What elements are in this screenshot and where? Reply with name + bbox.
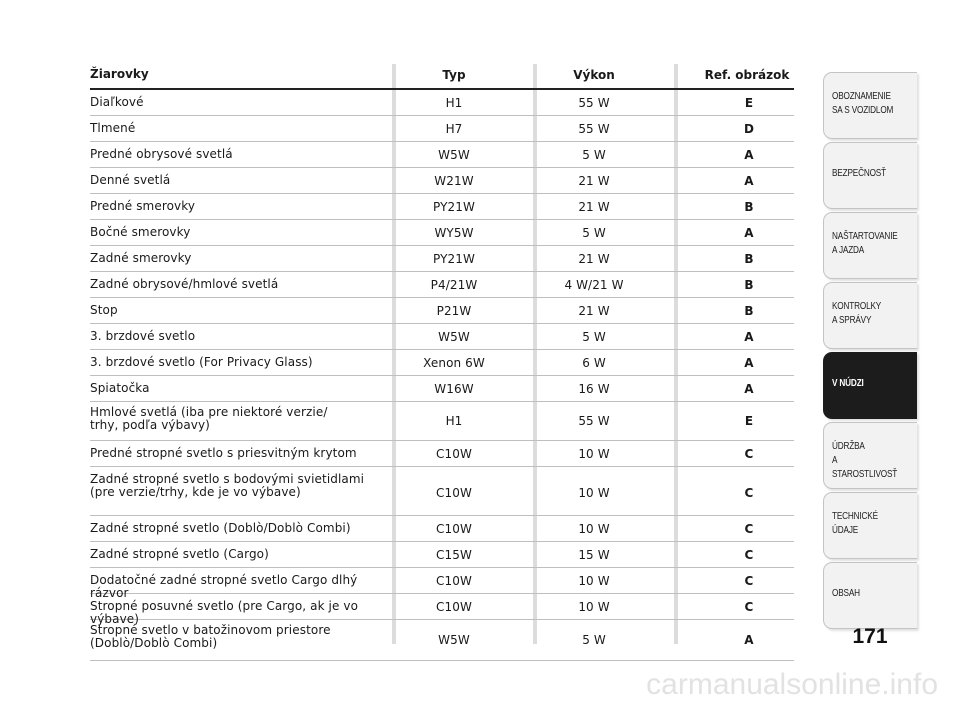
bulb-name: Predné stropné svetlo s priesvitným krytom: [90, 446, 357, 460]
bulb-name: Zadné smerovky: [90, 251, 192, 265]
bulb-ref: B: [744, 252, 754, 266]
tab-label: OBOZNAMENIE SA S VOZIDLOM: [832, 91, 894, 116]
bulb-type: P21W: [436, 304, 472, 318]
bulb-ref: B: [744, 278, 754, 292]
tab-chapter-4[interactable]: [823, 282, 917, 349]
bulb-type: C10W: [436, 522, 472, 536]
table-row: [90, 350, 794, 376]
bulb-ref: A: [744, 356, 754, 370]
bulb-ref: B: [744, 304, 754, 318]
bulb-power: 5 W: [582, 148, 606, 162]
bulb-type: W21W: [434, 174, 474, 188]
bulb-power: 5 W: [582, 633, 606, 647]
bulb-ref: A: [744, 226, 754, 240]
watermark: carmanualsonline.info: [646, 668, 938, 701]
table-row: [90, 246, 794, 272]
bulb-name: Predné smerovky: [90, 199, 196, 213]
bulb-power: 15 W: [578, 548, 610, 562]
bulb-type: C10W: [436, 574, 472, 588]
bulb-name: Zadné obrysové/hmlové svetlá: [90, 277, 279, 291]
bulb-ref: B: [744, 200, 754, 214]
bulb-power: 55 W: [578, 122, 610, 136]
table-row: [90, 142, 794, 168]
header-power: Výkon: [573, 68, 615, 82]
table-row: [90, 620, 794, 661]
bulb-name: Zadné stropné svetlo (Doblò/Doblò Combi): [90, 521, 351, 535]
bulb-power: 21 W: [578, 252, 610, 266]
bulb-ref: C: [744, 522, 754, 536]
header-bulbs: Žiarovky: [90, 67, 149, 81]
bulb-ref: A: [744, 633, 754, 647]
bulb-ref: E: [744, 414, 754, 428]
bulb-power: 6 W: [582, 356, 606, 370]
bulb-power: 16 W: [578, 382, 610, 396]
tab-label: BEZPEČNOSŤ: [832, 168, 886, 179]
bulb-name: Hmlové svetlá (iba pre niektoré verzie/ trhy, podľa výbavy): [90, 405, 328, 432]
tab-label: KONTROLKY A SPRÁVY: [832, 301, 882, 326]
bulb-name: Predné obrysové svetlá: [90, 147, 233, 161]
bulb-name: Stop: [90, 303, 118, 317]
bulb-ref: A: [744, 174, 754, 188]
bulb-ref: A: [744, 382, 754, 396]
bulb-power: 10 W: [578, 447, 610, 461]
bulb-ref: D: [743, 122, 755, 136]
bulb-name: Zadné stropné svetlo (Cargo): [90, 547, 269, 561]
table-row: [90, 568, 794, 600]
tab-label: V NÚDZI: [832, 378, 864, 389]
bulb-name: Stropné posuvné svetlo (pre Cargo, ak je vo výbave): [90, 599, 359, 626]
tab-chapter-3[interactable]: [823, 212, 917, 279]
bulb-type: PY21W: [433, 252, 475, 266]
bulb-type: W5W: [438, 633, 470, 647]
bulb-power: 5 W: [582, 226, 606, 240]
bulb-type: C10W: [436, 600, 472, 614]
bulb-name: 3. brzdové svetlo: [90, 329, 196, 343]
tab-chapter-7[interactable]: [823, 492, 917, 559]
bulb-power: 55 W: [578, 96, 610, 110]
bulb-type: WY5W: [434, 226, 474, 240]
table-row: [90, 324, 794, 350]
bulb-ref: C: [744, 486, 754, 500]
tab-label: OBSAH: [832, 588, 860, 599]
tab-label: NAŠTARTOVANIE A JAZDA: [832, 231, 898, 256]
bulb-power: 10 W: [578, 574, 610, 588]
bulb-name: Stropné svetlo v batožinovom priestore (Doblò/Doblò Combi): [90, 623, 331, 650]
bulb-power: 4 W/21 W: [564, 278, 624, 292]
bulb-power: 10 W: [578, 486, 610, 500]
bulb-ref: A: [744, 330, 754, 344]
bulb-ref: C: [744, 600, 754, 614]
bulb-type: W16W: [434, 382, 474, 396]
table-row: [90, 272, 794, 298]
table-row: [90, 116, 794, 142]
tab-chapter-6[interactable]: [823, 422, 917, 489]
bulb-power: 21 W: [578, 200, 610, 214]
bulb-name: Bočné smerovky: [90, 225, 191, 239]
bulb-type: W5W: [438, 148, 470, 162]
bulb-name: Tlmené: [90, 121, 136, 135]
bulb-name: 3. brzdové svetlo (For Privacy Glass): [90, 355, 313, 369]
table-row: [90, 90, 794, 116]
header-type: Typ: [442, 68, 466, 82]
table-row: [90, 220, 794, 246]
bulb-type: H1: [445, 414, 463, 428]
table-row: [90, 168, 794, 194]
bulb-table: [90, 64, 794, 661]
tab-chapter-8[interactable]: [823, 562, 917, 629]
bulb-type: Xenon 6W: [423, 356, 485, 370]
table-row: [90, 298, 794, 324]
bulb-type: PY21W: [433, 200, 475, 214]
bulb-type: H7: [445, 122, 463, 136]
bulb-type: C10W: [436, 486, 472, 500]
header-ref: Ref. obrázok: [704, 68, 790, 82]
bulb-power: 55 W: [578, 414, 610, 428]
tab-label: TECHNICKÉ ÚDAJE: [832, 511, 878, 536]
table-row: [90, 542, 794, 568]
table-body: [90, 90, 794, 661]
bulb-type: C15W: [436, 548, 472, 562]
bulb-name: Spiatočka: [90, 381, 150, 395]
bulb-name: Dodatočné zadné stropné svetlo Cargo dlhý rázvor: [90, 573, 358, 600]
bulb-power: 10 W: [578, 600, 610, 614]
bulb-ref: C: [744, 447, 754, 461]
bulb-name: Zadné stropné svetlo s bodovými svietidlami (pre verzie/trhy, kde je vo výbave): [90, 472, 365, 499]
bulb-ref: C: [744, 574, 754, 588]
tab-chapter-2[interactable]: [823, 142, 917, 209]
bulb-ref: C: [744, 548, 754, 562]
page-number: 171: [852, 625, 888, 648]
bulb-power: 21 W: [578, 174, 610, 188]
bulb-power: 5 W: [582, 330, 606, 344]
bulb-ref: E: [744, 96, 754, 110]
bulb-name: Denné svetlá: [90, 173, 171, 187]
bulb-type: P4/21W: [430, 278, 478, 292]
table-row: [90, 594, 794, 626]
bulb-ref: A: [744, 148, 754, 162]
tab-chapter-1[interactable]: [823, 72, 917, 139]
table-row: [90, 441, 794, 467]
bulb-type: C10W: [436, 447, 472, 461]
chapter-tabs: [823, 72, 917, 632]
table-row: [90, 516, 794, 542]
table-row: [90, 194, 794, 220]
tab-chapter-5[interactable]: [823, 352, 917, 419]
tab-label: ÚDRŽBA A STAROSTLIVOSŤ: [832, 441, 898, 480]
table-header: [90, 64, 794, 90]
table-row: [90, 467, 794, 516]
table-row: [90, 402, 794, 441]
bulb-type: W5W: [438, 330, 470, 344]
bulb-type: H1: [445, 96, 463, 110]
table-row: [90, 376, 794, 402]
bulb-name: Diaľkové: [90, 95, 144, 109]
bulb-power: 21 W: [578, 304, 610, 318]
bulb-power: 10 W: [578, 522, 610, 536]
